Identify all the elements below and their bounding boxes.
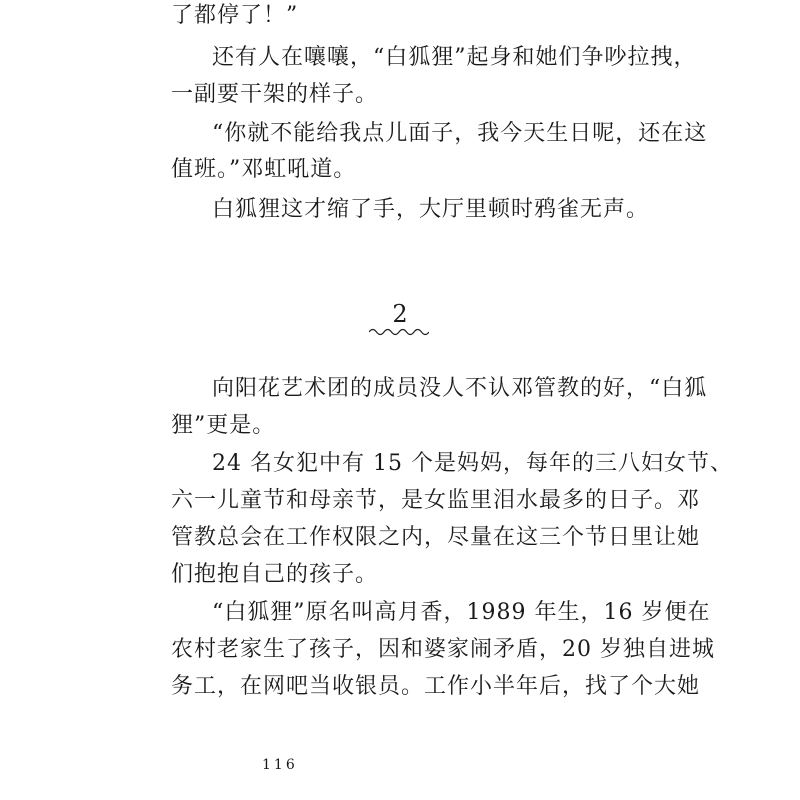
text-line: 务工，在网吧当收银员。工作小半年后，找了个大她 bbox=[171, 674, 701, 699]
page-number: 116 bbox=[262, 757, 298, 773]
text-line: 狸”更是。 bbox=[171, 413, 276, 438]
text-line: 还有人在嚷嚷，“白狐狸”起身和她们争吵拉拽， bbox=[212, 45, 697, 70]
text-line: “你就不能给我点儿面子，我今天生日呢，还在这 bbox=[212, 121, 708, 146]
wave-divider-icon bbox=[369, 327, 429, 337]
text-line: 管教总会在工作权限之内，尽量在这三个节日里让她 bbox=[171, 525, 701, 550]
text-line: 们抱抱自己的孩子。 bbox=[171, 562, 379, 587]
text-line: 了都停了！” bbox=[171, 3, 299, 28]
text-line: 六一儿童节和母亲节，是女监里泪水最多的日子。邓 bbox=[171, 488, 701, 513]
text-line: 向阳花艺术团的成员没人不认邓管教的好，“白狐 bbox=[212, 376, 708, 401]
text-line: 值班。”邓虹吼道。 bbox=[171, 157, 357, 182]
text-line: 农村老家生了孩子，因和婆家闹矛盾，20 岁独自进城 bbox=[171, 637, 715, 662]
text-line: 白狐狸这才缩了手，大厅里顿时鸦雀无声。 bbox=[212, 197, 650, 222]
text-line: “白狐狸”原名叫高月香，1989 年生，16 岁便在 bbox=[212, 600, 711, 625]
text-line: 一副要干架的样子。 bbox=[171, 82, 379, 107]
text-line: 24 名女犯中有 15 个是妈妈，每年的三八妇女节、 bbox=[212, 451, 733, 476]
section-number: 2 bbox=[392, 300, 408, 328]
